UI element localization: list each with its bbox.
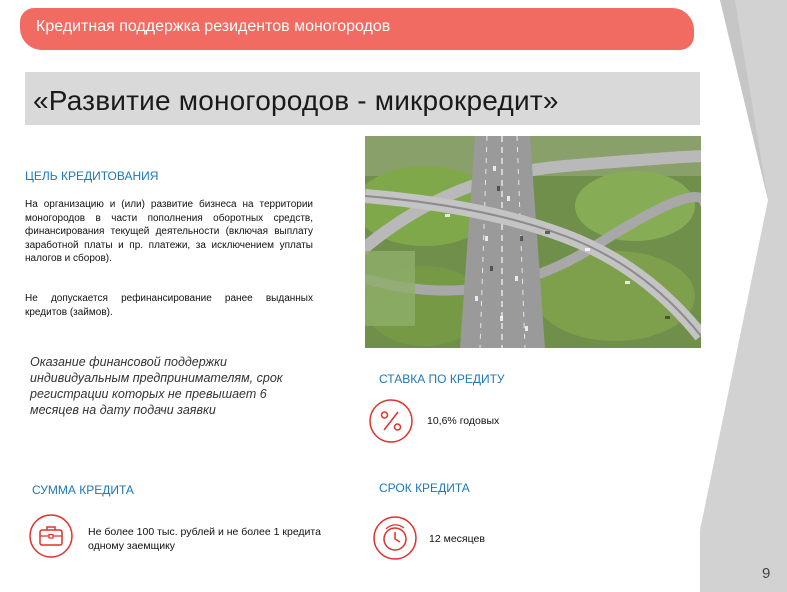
amount-value: Не более 100 тыс. рублей и не более 1 кредита одному заемщику: [88, 526, 321, 552]
term-value: 12 месяцев: [429, 533, 485, 545]
goal-heading: ЦЕЛЬ КРЕДИТОВАНИЯ: [25, 169, 159, 183]
page-title: «Развитие моногородов - микрокредит»: [33, 85, 559, 116]
briefcase-icon: [28, 513, 74, 559]
support-note: Оказание финансовой поддержки индивидуальным предпринимателям, срок регистрации которых не превышает 6 месяцев на дату подачи заявки: [30, 355, 283, 417]
page-number: 9: [762, 565, 771, 582]
rate-heading: СТАВКА ПО КРЕДИТУ: [379, 372, 505, 386]
goal-paragraph: На организацию и (или) развитие бизнеса на территории моногородов в части пополнения оборотных средств, финансирования текущей деятельности (включая выплату заработной платы и пр. платежи, за исключением уплаты налогов и сборов).: [25, 199, 313, 264]
refinancing-note: Не допускается рефинансирование ранее выданных кредитов (займов).: [25, 293, 313, 318]
clock-icon: [372, 515, 418, 561]
banner-title: Кредитная поддержка резидентов моногородов: [36, 18, 391, 35]
term-heading: СРОК КРЕДИТА: [379, 481, 470, 495]
percent-icon: [368, 398, 414, 444]
highway-photo: [365, 136, 701, 348]
rate-value: 10,6% годовых: [427, 415, 500, 427]
amount-heading: СУММА КРЕДИТА: [32, 483, 134, 497]
